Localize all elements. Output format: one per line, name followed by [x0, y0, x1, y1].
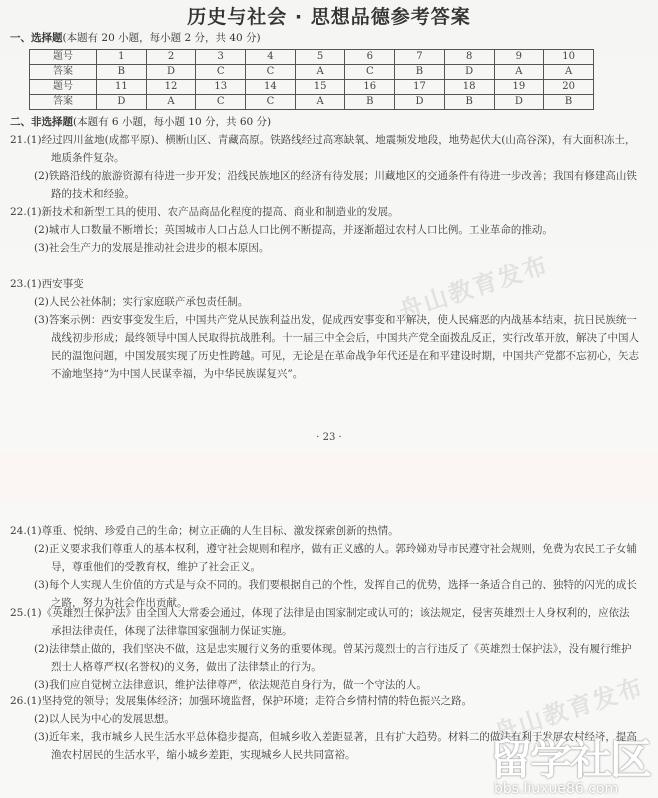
answer-paragraph: (3)答案示例：西安事变发生后，中国共产党从民族利益出发，促成西安事变和平解决，使人民痛恶的内战基本结束，抗日民族统一战线初步形成；最终领导中国人民取得抗战胜利。十一届三中全会后，中国共产党全面拨乱反正，实行改革开放，解决了中国人民的温饱问题，中国发展实现了历史性跨越。可见，无论是在革命战争年代还是在和平建设时期，中国共产党都不忘初心，矢志不渝地坚持“为中国人民谋幸福，为中华民族谋复兴”。 [34, 314, 639, 380]
table-row [30, 80, 594, 95]
table-cell: 15 [295, 80, 345, 95]
answer-paragraph: (3)我们应自觉树立法律意识，维护法律尊严，依法规范自身行为，做一个守法的人。 [34, 679, 427, 691]
watermark: 舟山教育发布 [395, 250, 553, 326]
table-cell: 5 [295, 50, 345, 65]
section-heading-label: 一、选择题 [10, 32, 63, 44]
table-cell: 4 [246, 50, 296, 65]
page-number: · 23 · [316, 432, 342, 443]
table-cell: B [544, 95, 594, 110]
answer-paragraph: (2)铁路沿线的旅游资源有待进一步开发；沿线民族地区的经济有待发展；川藏地区的交通条件有待进一步改善；我国有修建高山铁路的技术和经验。 [34, 170, 637, 200]
table-cell: A [544, 65, 594, 80]
site-logo-url: bbs.liuxue86.com [494, 781, 619, 797]
table-cell: D [444, 65, 494, 80]
table-cell: A [295, 95, 345, 110]
table-cell: D [97, 95, 147, 110]
table-cell: D [146, 65, 196, 80]
table-row [30, 65, 594, 80]
answer-paragraph: (2)以人民为中心的发展思想。 [34, 713, 175, 725]
answer-paragraph: (2)法律禁止做的，我们坚决不做，这是忠实履行义务的重要体现。曾某污蔑烈士的言行违反了《英雄烈士保护法》，没有履行维护烈士人格尊严权(名誉权)的义务，做出了法律禁止的行为。 [34, 643, 632, 673]
table-cell: 14 [246, 80, 296, 95]
table-cell: D [395, 95, 445, 110]
answer-paragraph: 24.(1)尊重、悦纳、珍爱自己的生命；树立正确的人生目标、激发探索创新的热情。 [10, 525, 399, 537]
table-cell: C [196, 65, 246, 80]
table-cell: 13 [196, 80, 246, 95]
section-heading-note: (本题有 20 小题，每小题 2 分，共 40 分) [62, 32, 261, 44]
table-cell: A [295, 65, 345, 80]
site-logo [490, 735, 658, 798]
table-cell: C [246, 95, 296, 110]
question-25 [10, 604, 640, 694]
answer-paragraph: (3)每个人实现人生价值的方式是与众不同的。我们要根据自己的个性，发挥自己的优势，选择一条适合自己的、独特的闪光的成长之路，努力为社会作出贡献。 [34, 579, 637, 609]
answer-paragraph: (2)城市人口数量不断增长；英国城市人口占总人口比例不断提高，并逐渐超过农村人口比例。工业革命的推动。 [34, 224, 553, 236]
section-heading-choice [10, 30, 261, 45]
table-cell: 10 [544, 50, 594, 65]
table-cell: B [97, 65, 147, 80]
table-cell: A [494, 65, 544, 80]
table-row-header: 答案 [30, 65, 97, 80]
table-cell: 1 [97, 50, 147, 65]
section-heading-label: 二、非选择题 [10, 116, 73, 128]
section-heading-note: (本题有 6 小题，每小题 10 分，共 60 分) [73, 116, 272, 128]
answer-paragraph: (2)正义要求我们尊重人的基本权利，遵守社会规则和程序，做有正义感的人。郭玲娣劝导市民遵守社会规则，免费为农民工子女辅导，尊重他们的受教育权，维护了社会正义。 [34, 543, 637, 573]
table-row [30, 50, 594, 65]
answer-paragraph: 23.(1)西安事变 [10, 278, 84, 290]
table-row-header: 题号 [30, 80, 97, 95]
table-cell: B [345, 95, 395, 110]
question-24 [10, 522, 640, 612]
table-cell: B [444, 95, 494, 110]
question-22 [10, 203, 640, 257]
table-cell: 18 [444, 80, 494, 95]
table-cell: 19 [494, 80, 544, 95]
page-title: 历史与社会 · 思想品德参考答案 [187, 6, 471, 28]
answer-paragraph: 26.(1)坚持党的领导；发展集体经济；加强环境监督，保护环境；走符合乡情村情的特色振兴之路。 [10, 695, 473, 707]
table-row-header: 答案 [30, 95, 97, 110]
table-cell: 20 [544, 80, 594, 95]
table-cell: 6 [345, 50, 395, 65]
table-cell: 17 [395, 80, 445, 95]
answer-paragraph: (3)社会生产力的发展是推动社会进步的根本原因。 [34, 242, 270, 254]
table-cell: 2 [146, 50, 196, 65]
table-cell: 12 [146, 80, 196, 95]
table-cell: D [494, 95, 544, 110]
table-cell: 9 [494, 50, 544, 65]
answer-paragraph: 25.(1)《英雄烈士保护法》由全国人大常委会通过，体现了法律是由国家制定或认可的；该法规定，侵害英雄烈士人身权利的，应依法承担法律责任，体现了法律靠国家强制力保证实施。 [10, 607, 630, 637]
answer-paragraph: 21.(1)经过四川盆地(成都平原)、横断山区、青藏高原。铁路线经过高寒缺氧、地震频发地段，地势起伏大(山高谷深)，有大面积冻土，地质条件复杂。 [10, 134, 636, 164]
page-gap [0, 452, 658, 502]
site-logo-text: 留学社区 [490, 735, 651, 784]
table-cell: 11 [97, 80, 147, 95]
table-cell: 8 [444, 50, 494, 65]
question-21 [10, 131, 640, 203]
watermark: 舟山教育发布 [490, 672, 648, 748]
table-cell: 3 [196, 50, 246, 65]
table-cell: 7 [395, 50, 445, 65]
answer-paragraph: (3)近年来，我市城乡人民生活水平总体稳步提高，但城乡收入差距显著，且有扩大趋势。材料二的做法有利于发展农村经济，提高渔农村居民的生活水平，缩小城乡差距，实现城乡人民共同富裕。 [34, 731, 637, 761]
table-cell: 16 [345, 80, 395, 95]
answer-paragraph: (2)人民公社体制；实行家庭联产承包责任制。 [34, 296, 249, 308]
table-row-header: 题号 [30, 50, 97, 65]
table-cell: C [196, 95, 246, 110]
table-cell: A [146, 95, 196, 110]
answer-paragraph: 22.(1)新技术和新型工具的使用、农产品商品化程度的提高、商业和制造业的发展。 [10, 206, 399, 218]
table-cell: C [246, 65, 296, 80]
table-row [30, 95, 594, 110]
question-23 [10, 275, 640, 383]
answer-table [29, 49, 594, 110]
section-heading-open [10, 114, 271, 129]
table-cell: B [395, 65, 445, 80]
table-cell: C [345, 65, 395, 80]
